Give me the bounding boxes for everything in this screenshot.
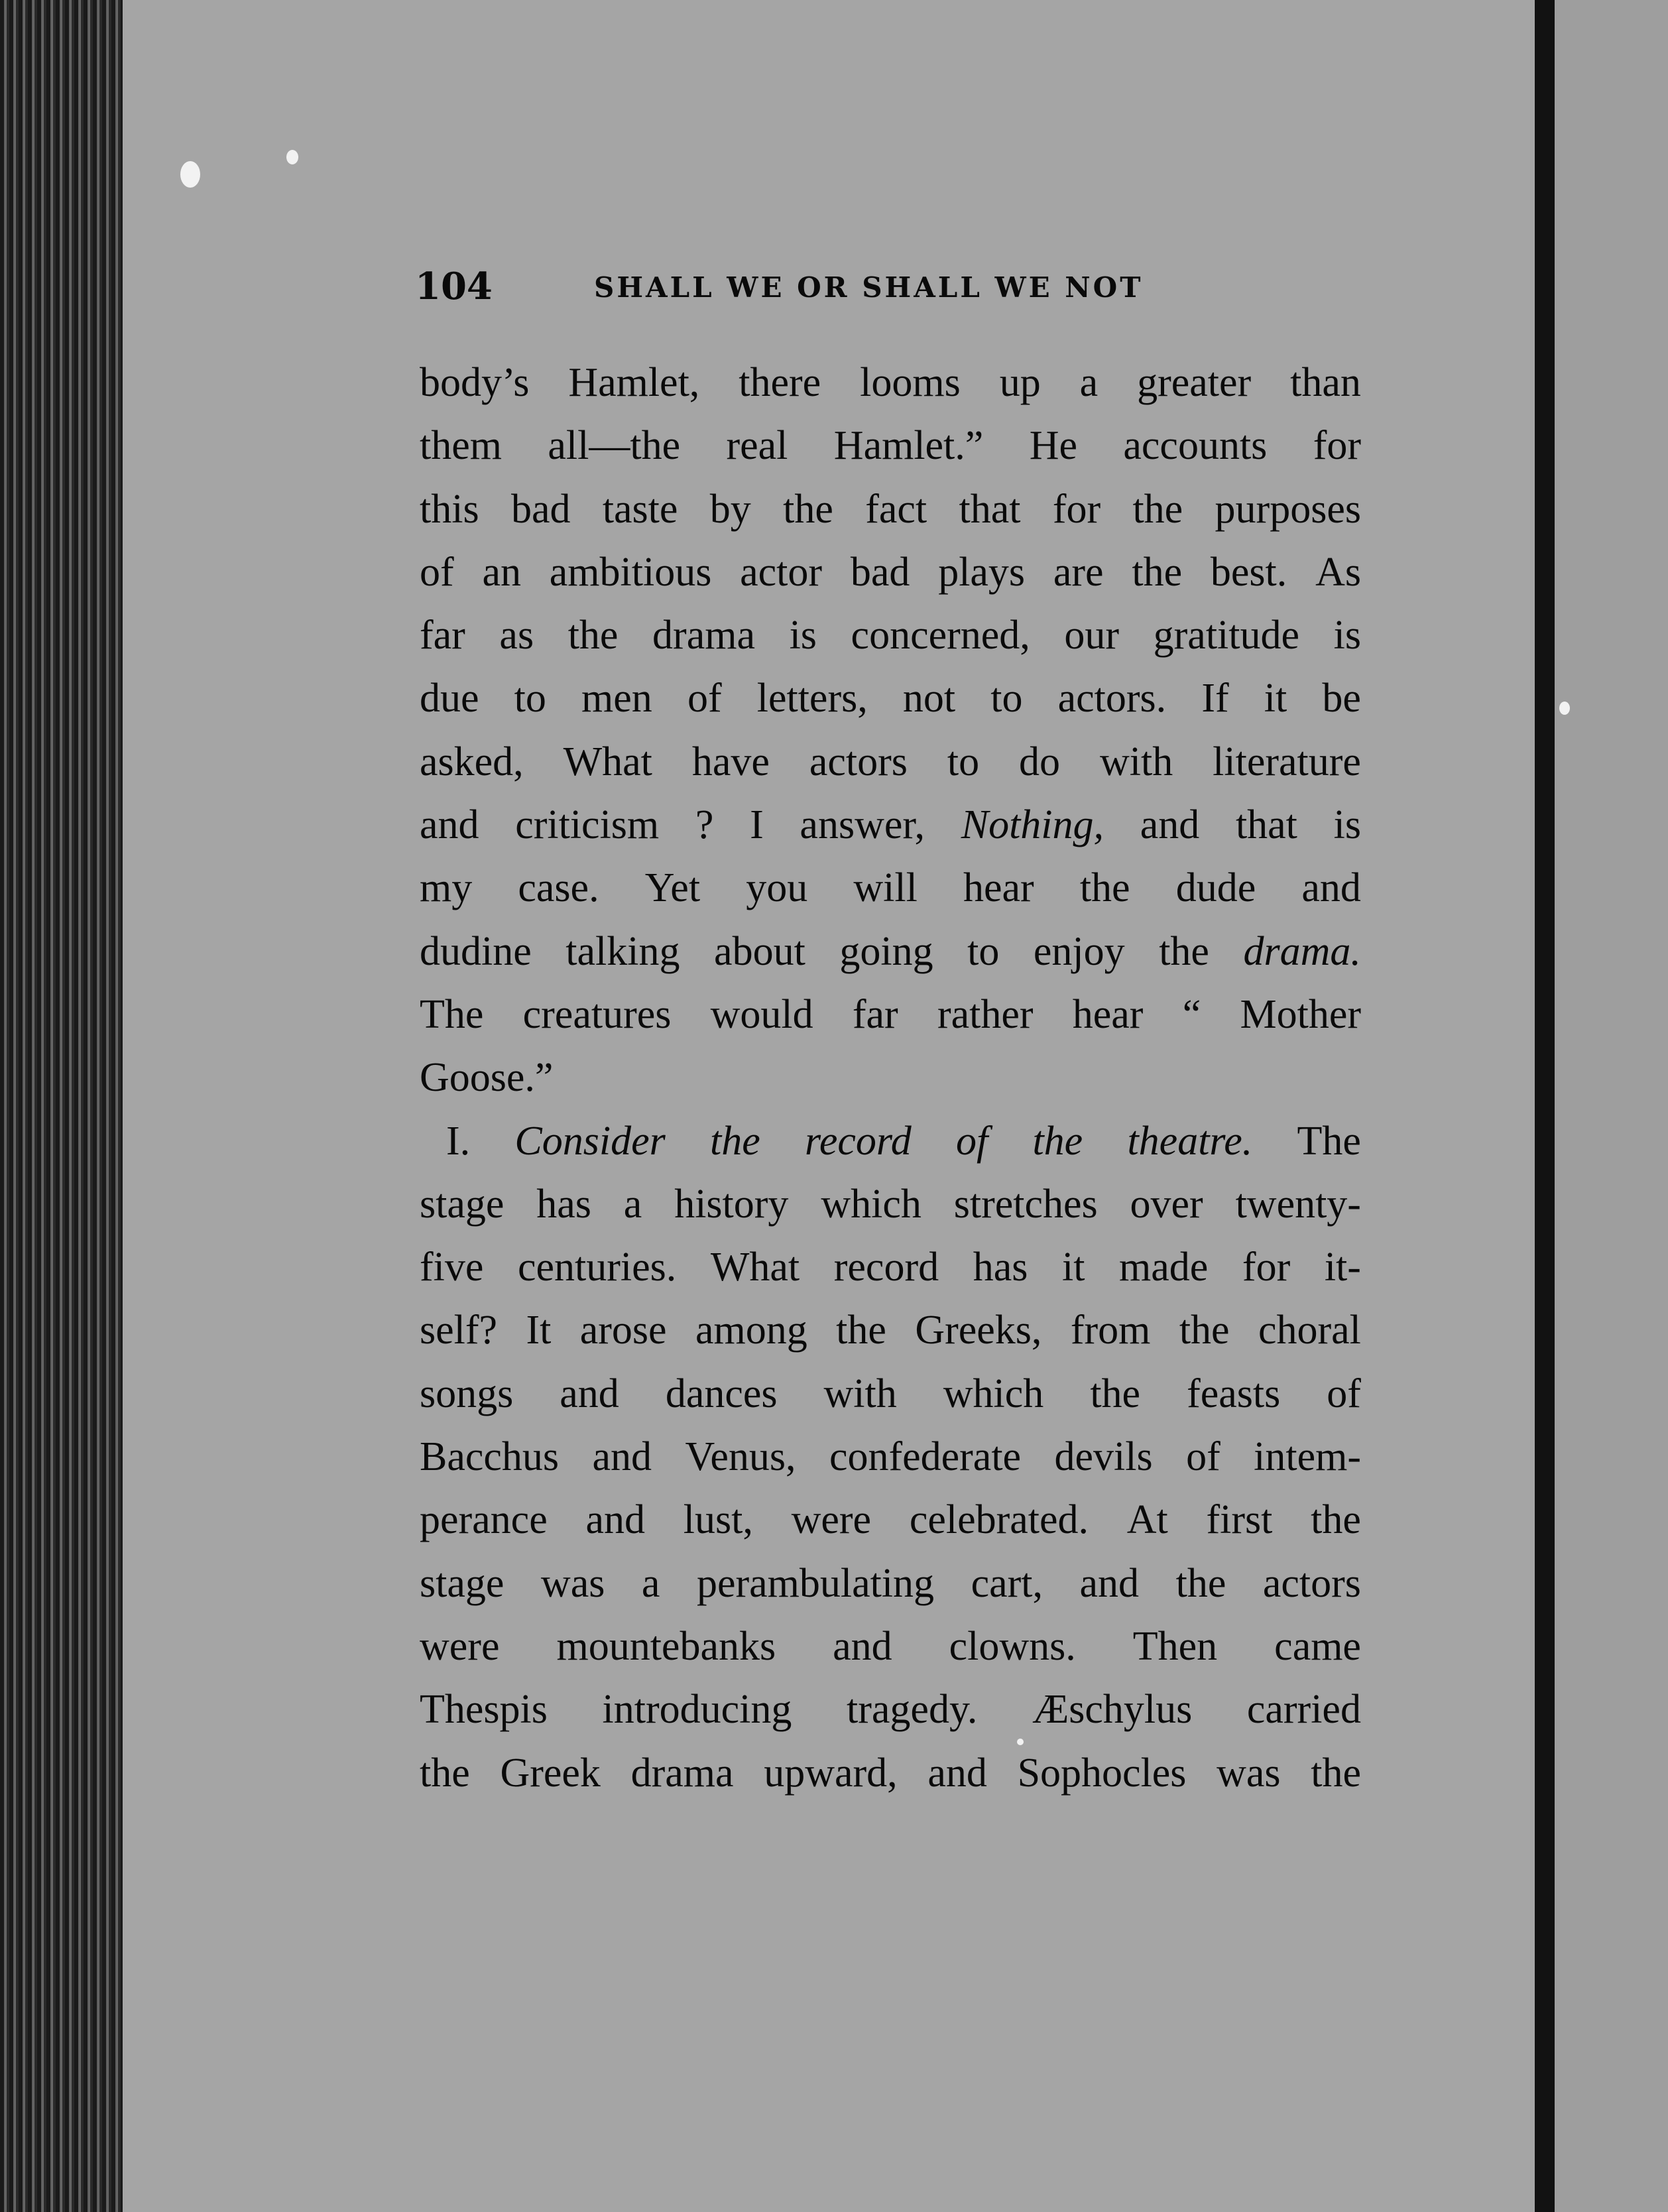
word: that (1235, 802, 1297, 848)
word: the (1311, 1497, 1361, 1543)
word: made (1119, 1245, 1209, 1290)
word: greater (1137, 360, 1252, 405)
text-line (420, 1236, 1361, 1299)
word: body’s (420, 360, 530, 405)
word: which (943, 1371, 1044, 1416)
word: were (420, 1623, 500, 1669)
scan-speck (1017, 1739, 1024, 1745)
word: has (536, 1181, 591, 1227)
word: hear (963, 865, 1034, 911)
word: bad (850, 549, 910, 595)
text-line (420, 1299, 1361, 1362)
word: it (1264, 676, 1287, 721)
word: as (499, 613, 534, 658)
word: the (783, 486, 833, 532)
word: literature (1213, 739, 1361, 784)
word: the (1132, 549, 1183, 595)
word: was (540, 1560, 605, 1606)
word: men (581, 676, 652, 721)
word: Bacchus (420, 1434, 560, 1480)
word: He (1029, 423, 1077, 469)
word: was (1217, 1750, 1281, 1796)
word: far (852, 991, 898, 1037)
word: actors (809, 739, 908, 784)
word: Thespis (420, 1687, 548, 1733)
text-line (420, 1742, 1361, 1805)
word: history (674, 1181, 789, 1227)
word: enjoy (1033, 928, 1125, 974)
word: to (947, 739, 980, 784)
word: of (1327, 1371, 1361, 1416)
word: is (1333, 613, 1361, 658)
word: theatre. (1127, 1118, 1253, 1164)
word: from (1070, 1308, 1151, 1353)
text-line (420, 1046, 1361, 1109)
word: to (514, 676, 546, 721)
word: What (563, 739, 652, 784)
body-text (420, 351, 1361, 1805)
word: the (567, 613, 619, 658)
text-line (420, 731, 1361, 794)
word: the (1132, 486, 1183, 532)
word: stretches (953, 1181, 1098, 1227)
text-line (420, 1489, 1361, 1552)
word: there (739, 360, 821, 405)
word: do (1019, 739, 1061, 784)
word: Mother (1240, 991, 1361, 1037)
word: tragedy. (847, 1687, 978, 1733)
word: Then (1132, 1623, 1218, 1669)
word: asked, (420, 739, 524, 784)
page-edges (0, 0, 143, 2212)
word: the (710, 1118, 760, 1164)
word: it- (1324, 1245, 1361, 1290)
word: stage (420, 1181, 505, 1227)
word: Æschylus (1032, 1687, 1193, 1733)
word: The (420, 991, 484, 1037)
word: stage (420, 1560, 505, 1606)
word: first (1206, 1497, 1273, 1543)
word: for (1052, 486, 1101, 532)
word: concerned, (851, 613, 1030, 658)
word: celebrated. (909, 1497, 1089, 1543)
word: “ (1182, 991, 1201, 1037)
word: letters, (756, 676, 868, 721)
word: a (641, 1560, 660, 1606)
word: intem- (1254, 1434, 1361, 1480)
word: drama. (1243, 928, 1361, 974)
word: The (1297, 1118, 1361, 1164)
word: rather (937, 991, 1034, 1037)
text-line (420, 414, 1361, 477)
word: is (1333, 802, 1361, 848)
word: and (592, 1434, 652, 1480)
word: I (750, 802, 764, 848)
word: If (1201, 676, 1229, 721)
word: by (709, 486, 751, 532)
word: fact (865, 486, 927, 532)
word: the (836, 1308, 886, 1353)
page-number: 104 (415, 265, 493, 308)
word: of (955, 1118, 988, 1164)
word: came (1274, 1623, 1361, 1669)
word: this (420, 486, 479, 532)
running-head: SHALL WE OR SHALL WE NOT (594, 271, 1144, 304)
text-line (420, 351, 1361, 414)
word: Sophocles (1017, 1750, 1187, 1796)
word: and (560, 1371, 619, 1416)
word: taste (602, 486, 678, 532)
word: mountebanks (556, 1623, 776, 1669)
word: carried (1246, 1687, 1361, 1733)
word: choral (1258, 1308, 1361, 1353)
word: up (999, 360, 1041, 405)
word: As (1315, 549, 1361, 595)
text-line (420, 1110, 1361, 1173)
word: and (1079, 1560, 1140, 1606)
word: introducing (602, 1687, 792, 1733)
word: about (714, 928, 805, 974)
word: accounts (1123, 423, 1268, 469)
word: ambitious (549, 549, 712, 595)
word: were (791, 1497, 872, 1543)
text-line (420, 1173, 1361, 1236)
word: looms (860, 360, 961, 405)
word: and (585, 1497, 646, 1543)
word: that (959, 486, 1021, 532)
word: It (526, 1308, 552, 1353)
text-line (420, 541, 1361, 604)
text-line (420, 857, 1361, 920)
word: bad (510, 486, 571, 532)
word: songs (420, 1371, 514, 1416)
word: five (420, 1245, 484, 1290)
word: talking (566, 928, 680, 974)
word: has (973, 1245, 1028, 1290)
word: I. (446, 1118, 471, 1164)
word: dances (665, 1371, 778, 1416)
text-line (420, 1363, 1361, 1426)
word: best. (1210, 549, 1287, 595)
word: perance (420, 1497, 548, 1543)
text-line (420, 1615, 1361, 1678)
word: criticism (515, 802, 660, 848)
word: real (726, 423, 788, 469)
word: not (902, 676, 956, 721)
text-line (420, 667, 1361, 730)
word: self? (420, 1308, 498, 1353)
word: Consider (514, 1118, 666, 1164)
word: than (1290, 360, 1361, 405)
word: hear (1072, 991, 1144, 1037)
word: the (1090, 1371, 1141, 1416)
word: creatures (522, 991, 672, 1037)
word: Hamlet.” (833, 423, 984, 469)
word: and (833, 1623, 892, 1669)
word: perambulating (696, 1560, 935, 1606)
word: Greek (500, 1750, 601, 1796)
word: and (420, 802, 479, 848)
word: with (1099, 739, 1173, 784)
word: it (1061, 1245, 1085, 1290)
page-header (415, 263, 1409, 316)
word: all—the (548, 423, 681, 469)
word: Goose.” (420, 1055, 554, 1101)
word: upward, (764, 1750, 898, 1796)
scan-speck (1559, 702, 1570, 715)
text-line (420, 1552, 1361, 1615)
word: gratitude (1153, 613, 1300, 658)
word: of (420, 549, 454, 595)
word: dude (1175, 865, 1256, 911)
word: my (420, 865, 473, 911)
word: answer, (800, 802, 925, 848)
text-line (420, 1426, 1361, 1489)
word: with (823, 1371, 897, 1416)
word: Yet (644, 865, 701, 911)
word: actors. (1057, 676, 1167, 721)
text-line (420, 604, 1361, 667)
word: record (833, 1245, 939, 1290)
text-line (420, 478, 1361, 541)
word: and (1301, 865, 1361, 911)
word: the (1079, 865, 1130, 911)
word: Hamlet, (568, 360, 700, 405)
word: be (1322, 676, 1361, 721)
word: are (1053, 549, 1104, 595)
word: confederate (829, 1434, 1022, 1480)
word: At (1126, 1497, 1168, 1543)
word: clowns. (949, 1623, 1076, 1669)
text-line (420, 920, 1361, 983)
word: for (1242, 1245, 1291, 1290)
word: going (839, 928, 933, 974)
adjacent-page-edge (1555, 0, 1668, 2212)
word: among (695, 1308, 807, 1353)
word: of (1186, 1434, 1221, 1480)
word: centuries. (518, 1245, 677, 1290)
word: the (1175, 1560, 1226, 1606)
text-line (420, 983, 1361, 1046)
word: devils (1054, 1434, 1153, 1480)
word: due (420, 676, 479, 721)
word: feasts (1187, 1371, 1281, 1416)
word: have (691, 739, 770, 784)
word: dudine (420, 928, 532, 974)
word: and (1140, 802, 1200, 848)
word: you (746, 865, 808, 911)
word: Venus, (685, 1434, 796, 1480)
word: the (1311, 1750, 1361, 1796)
word: case. (518, 865, 599, 911)
word: the (1159, 928, 1209, 974)
word: and (927, 1750, 987, 1796)
scan-speck (180, 161, 200, 188)
word: the (420, 1750, 470, 1796)
word: over (1130, 1181, 1203, 1227)
word: of (687, 676, 722, 721)
word: an (482, 549, 521, 595)
word: drama (652, 613, 755, 658)
scan-speck (286, 150, 298, 164)
word: is (789, 613, 817, 658)
word: the (1179, 1308, 1230, 1353)
word: actors (1262, 1560, 1361, 1606)
word: twenty- (1235, 1181, 1361, 1227)
word: the (1032, 1118, 1083, 1164)
word: drama (630, 1750, 734, 1796)
word: a (1079, 360, 1099, 405)
word: far (420, 613, 465, 658)
word: lust, (683, 1497, 753, 1543)
word: will (853, 865, 918, 911)
word: Greeks, (915, 1308, 1042, 1353)
word: our (1064, 613, 1120, 658)
text-line (420, 1678, 1361, 1741)
word: actor (740, 549, 823, 595)
word: for (1313, 423, 1361, 469)
word: Nothing, (961, 802, 1104, 848)
word: to (967, 928, 1000, 974)
word: plays (938, 549, 1026, 595)
word: would (710, 991, 813, 1037)
text-line (420, 794, 1361, 857)
word: arose (579, 1308, 667, 1353)
word: to (990, 676, 1023, 721)
word: a (623, 1181, 642, 1227)
word: record (805, 1118, 912, 1164)
word: cart, (971, 1560, 1043, 1606)
word: What (710, 1245, 800, 1290)
word: purposes (1215, 486, 1361, 532)
word: them (420, 423, 502, 469)
word: which (821, 1181, 922, 1227)
word: ? (695, 802, 714, 848)
